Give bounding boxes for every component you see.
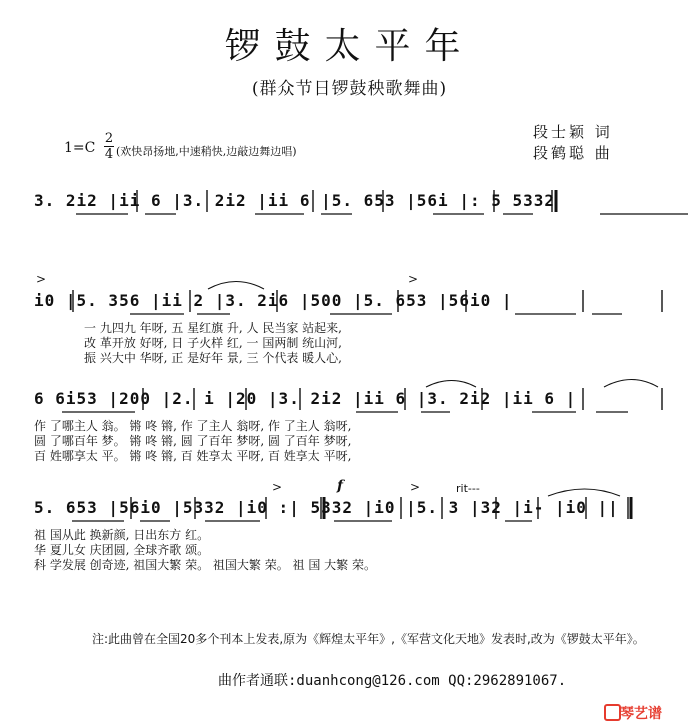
- accent-mark: >: [408, 272, 419, 286]
- song-subtitle: (群众节日锣鼓秧歌舞曲): [251, 79, 448, 99]
- watermark-logo-icon: [604, 704, 621, 721]
- time-sig-bottom: 4: [104, 147, 114, 162]
- composer-credit: 段鹤聪 曲: [533, 144, 613, 162]
- watermark-text: 琴艺谱: [620, 706, 662, 722]
- composer-contact: 曲作者通联:duanhcong@126.com QQ:2962891067.: [218, 673, 567, 689]
- lyricist-credit: 段士颖 词: [533, 123, 613, 141]
- notation-row-3: 6 6i53 |200 |2. i |20 |3. 2i2 |ii 6 |3. 2i2 |ii 6 |: [34, 389, 577, 408]
- lyric-line: 作 了哪主人 翁。 锵 咚 锵, 作 了主人 翁呀, 作 了主人 翁呀,: [34, 419, 352, 433]
- lyric-line: 科 学发展 创奇迹, 祖国大繁 荣。 祖国大繁 荣。 祖 国 大繁 荣。: [34, 558, 376, 572]
- accent-mark: >: [36, 272, 47, 286]
- accent-mark: >: [410, 480, 421, 494]
- time-sig-top: 2: [104, 131, 114, 146]
- tempo-marking: (欢快昂扬地,中速稍快,边敲边舞边唱): [116, 145, 297, 158]
- notation-row-1: 3. 2i2 |ii 6 |3. 2i2 |ii 6 |5. 653 |56i |: 5 5332: [34, 191, 556, 210]
- dynamic-forte: f: [337, 478, 344, 494]
- lyric-line: 圆 了哪百年 梦。 锵 咚 锵, 圆 了百年 梦呀, 圆 了百年 梦呀,: [34, 434, 352, 448]
- accent-mark: >: [272, 480, 283, 494]
- ritardando-mark: rit---: [456, 482, 480, 495]
- lyric-line: 振 兴大中 华呀, 正 是好年 景, 三 个代表 暖人心,: [84, 351, 342, 365]
- time-signature: [104, 132, 114, 161]
- lyric-line: 祖 国从此 换新颜, 日出东方 红。: [34, 528, 210, 542]
- notation-row-2: i0 |5. 356 |ii 2 |3. 2i6 |500 |5. 653 |56i0 |: [34, 291, 513, 310]
- lyric-line: 改 革开放 好呀, 日 子火样 红, 一 国两制 统山河,: [84, 336, 342, 350]
- lyric-line: 一 九四九 年呀, 五 星红旗 升, 人 民当家 站起来,: [84, 321, 342, 335]
- song-title: 锣鼓太平年: [224, 26, 475, 67]
- footnote: 注:此曲曾在全国20多个刊本上发表,原为《辉煌太平年》,《军营文化天地》发表时,改为《锣鼓太平年》。: [92, 632, 645, 646]
- lyric-line: 华 夏儿女 庆团圆, 全球齐歌 颂。: [34, 543, 210, 557]
- key-signature: 1=C: [64, 140, 96, 156]
- lyric-line: 百 姓哪享太 平。 锵 咚 锵, 百 姓享太 平呀, 百 姓享太 平呀,: [34, 449, 352, 463]
- notation-row-4: 5. 653 |56i0 |5332 |i0 :| 5332 |i0 |5. 3 |32 |i- |i0 ||: [34, 498, 619, 517]
